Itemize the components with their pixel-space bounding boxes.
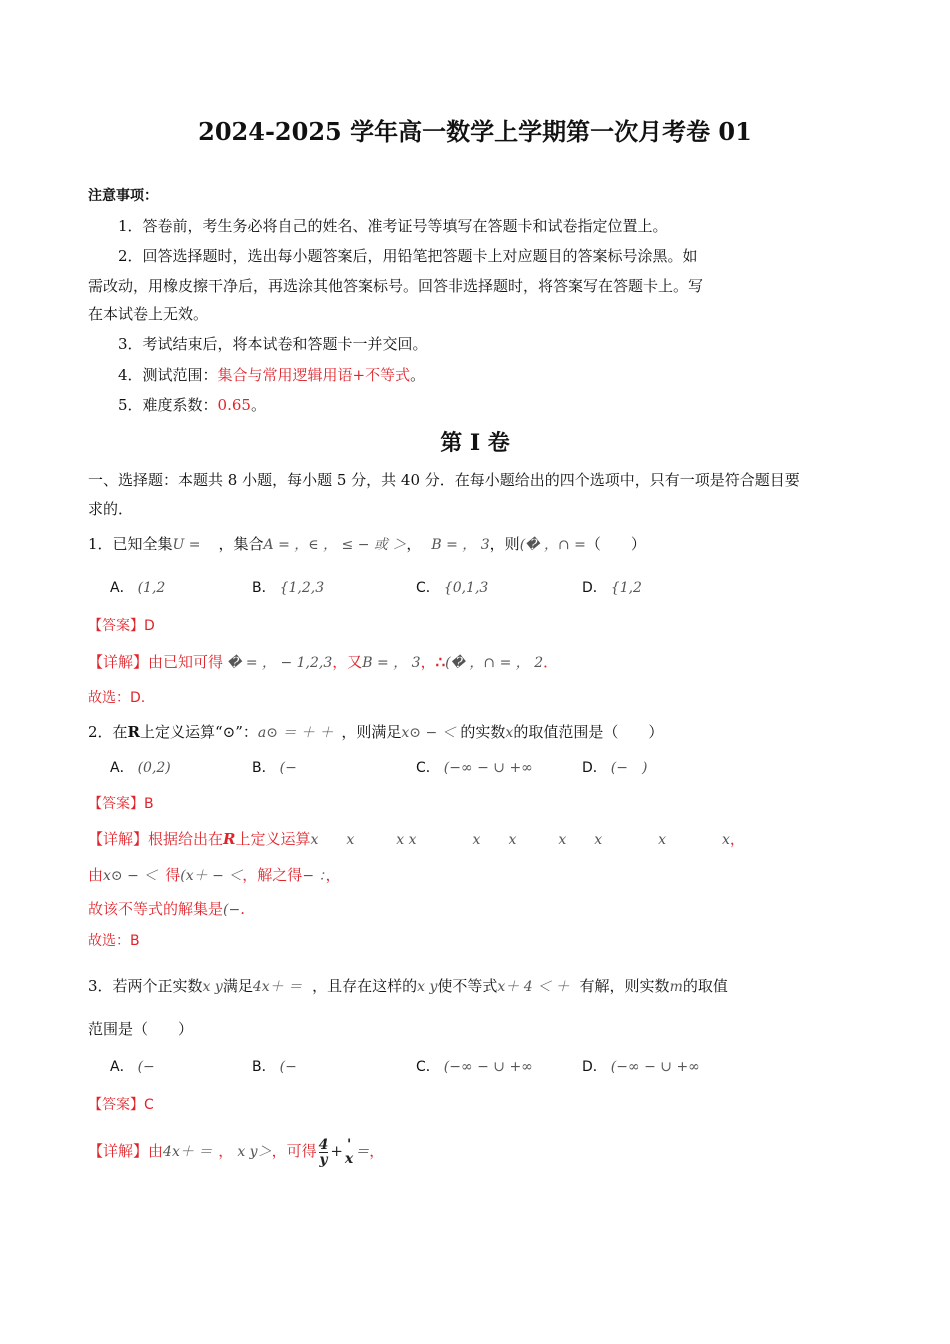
q2-option-a-value: (0,2): [137, 760, 171, 776]
q3-option-b[interactable]: [252, 1057, 297, 1077]
q2-option-b-label: B．: [252, 760, 276, 776]
section-title: 第 Ⅰ 卷: [440, 430, 510, 456]
q1-detail-a: 由已知可得: [148, 653, 224, 671]
note-5: [118, 395, 266, 415]
q2-answer-label: 【答案】: [88, 796, 144, 812]
q3-option-c-label: C．: [416, 1059, 440, 1075]
q1-formula-universal-set: U =: [172, 537, 201, 553]
q1-detail-formula-3: (� ，∩ = ， 2: [445, 655, 544, 671]
q2-option-c[interactable]: [416, 758, 533, 778]
note-2-line-1: 2．回答选择题时，选出每小题答案后，用铅笔把答题卡上对应题目的答案标号涂黑。如: [118, 247, 698, 265]
q3-fraction-2: [345, 1138, 353, 1166]
q1-detail-formula-2: B = ， 3: [362, 655, 421, 671]
q3-formula-xy-2: x y: [417, 979, 438, 995]
q3-option-b-label: B．: [252, 1059, 276, 1075]
q3-option-a[interactable]: [110, 1057, 155, 1077]
q1-answer-label: 【答案】: [88, 618, 144, 634]
q2-detail-c: ，: [729, 830, 745, 848]
q1-text-e: （ ）: [585, 535, 646, 553]
q2-text-a: 2．在: [88, 723, 128, 741]
q3-detail-label: 【详解】: [88, 1142, 149, 1160]
q2-formula-operation: a⊙ ＝ ＋ ＋: [257, 725, 334, 741]
q2-choose: 故选：B: [88, 933, 140, 949]
q2-line2-formula-3: − ：: [302, 868, 326, 884]
q2-option-d-label: D．: [582, 760, 607, 776]
q3-fraction-1-numerator: 4: [318, 1136, 329, 1153]
q1-option-b[interactable]: [252, 578, 324, 598]
q3-detail-c: ，可得: [271, 1142, 317, 1160]
note-1: 1．答卷前，考生务必将自己的姓名、准考证号等填写在答题卡和试卷指定位置上。: [118, 217, 668, 235]
q2-line2-c: ，解之得: [242, 866, 303, 884]
q3-option-d[interactable]: [582, 1057, 700, 1077]
q3-text-d: 使不等式: [437, 977, 498, 995]
q2-real-symbol: R: [127, 723, 141, 741]
q1-detail-b: ，又: [332, 653, 363, 671]
q1-text-a: 1．已知全集: [88, 535, 173, 553]
q1-answer: [88, 616, 155, 636]
q3-detail: [88, 1136, 384, 1167]
q3-detail-d: ，: [369, 1142, 385, 1160]
q3-detail-a: 由: [148, 1142, 164, 1160]
q2-option-d-value: (− ): [610, 760, 648, 776]
q3-text-f: 的取值: [682, 977, 728, 995]
q2-detail-line-2: [88, 865, 341, 886]
q3-text-e: 有解，则实数: [579, 977, 670, 995]
q2-line2-formula-2: (x＋ − ＜: [180, 868, 243, 884]
note-2-line-3: 在本试卷上无效。: [88, 305, 209, 323]
q2-line2-b: 得: [165, 866, 181, 884]
q3-answer: [88, 1095, 154, 1115]
q3-text-c: ，且存在这样的: [312, 977, 418, 995]
q2-text-b: 上定义运算“⊙”：: [140, 723, 258, 741]
q1-option-b-value: {1,2,3: [279, 580, 325, 596]
q2-line3-b: .: [240, 900, 245, 918]
q1-option-d-value: {1,2: [610, 580, 642, 596]
q2-option-c-value: (−∞ − ∪ +∞: [443, 760, 533, 776]
note-4: [118, 365, 425, 385]
q2-option-a[interactable]: [110, 758, 171, 778]
q1-option-b-label: B．: [252, 580, 276, 596]
q3-detail-formula-1: 4x＋ ＝: [163, 1144, 213, 1160]
q3-option-b-value: (−: [279, 1059, 297, 1075]
q1-option-a[interactable]: [110, 578, 165, 598]
q2-option-b[interactable]: [252, 758, 297, 778]
q3-option-a-label: A．: [110, 1059, 134, 1075]
q2-detail: [88, 829, 745, 850]
notes-heading: 注意事项：: [88, 188, 158, 204]
note-4-label: 4．测试范围：: [118, 366, 218, 384]
q3-option-d-value: (−∞ − ∪ +∞: [610, 1059, 700, 1075]
part1-instructions-line-2: 求的．: [88, 500, 134, 518]
q3-detail-formula-3: ＝: [355, 1144, 370, 1160]
question-3-line-2: 范围是（ ）: [88, 1020, 194, 1038]
q2-option-a-label: A．: [110, 760, 134, 776]
q2-detail-line-3: [88, 899, 245, 920]
q2-detail-real-symbol: R: [223, 830, 236, 848]
q2-option-d[interactable]: [582, 758, 647, 778]
q1-formula-set-b: B = ， 3: [431, 537, 490, 553]
q3-answer-label: 【答案】: [88, 1097, 144, 1113]
q1-option-d[interactable]: [582, 578, 642, 598]
question-3: [88, 976, 728, 997]
q3-option-a-value: (−: [137, 1059, 155, 1075]
q2-formula-inequality: x⊙ − ＜: [401, 725, 456, 741]
q2-detail-b: 上定义运算: [235, 830, 311, 848]
q1-answer-value: D: [144, 618, 155, 634]
q2-line2-d: ，: [325, 866, 341, 884]
q1-text-d: ，则: [489, 535, 520, 553]
q3-formula-condition: 4x＋ ＝: [252, 979, 303, 995]
q1-option-d-label: D．: [582, 580, 607, 596]
q2-formula-x: x: [505, 725, 514, 741]
test-scope: 集合与常用逻辑用语+不等式: [217, 366, 411, 384]
q1-option-a-value: (1,2: [137, 580, 166, 596]
q1-text-b: ，集合: [218, 535, 264, 553]
q2-line3-a: 故该不等式的解集是: [88, 900, 224, 918]
q3-fraction-2-denominator: x: [344, 1151, 354, 1167]
q3-formula-inequality: x＋ 4 ＜ ＋: [497, 979, 570, 995]
note-3: 3．考试结束后，将本试卷和答题卡一并交回。: [118, 335, 428, 353]
q2-option-c-label: C．: [416, 760, 440, 776]
q1-detail-therefore: ∴: [435, 653, 446, 671]
page-title: 2024-2025 学年高一数学上学期第一次月考卷 01: [198, 117, 752, 146]
q3-option-c-value: (−∞ − ∪ +∞: [443, 1059, 533, 1075]
q2-line3-formula: (−: [223, 902, 241, 918]
q3-fraction-plus: +: [330, 1142, 343, 1160]
q1-option-c-label: C．: [416, 580, 440, 596]
q2-line2-formula-1: x⊙ − ＜: [103, 868, 158, 884]
q2-text-c: ，则满足: [341, 723, 402, 741]
q3-fraction-1-denominator: y: [319, 1151, 328, 1168]
q1-formula-complement: (� ，∩ =: [519, 537, 586, 553]
q2-answer-value: B: [144, 796, 154, 812]
q3-detail-b: ，: [218, 1142, 234, 1160]
q1-detail-label: 【详解】: [88, 653, 149, 671]
q2-detail-label: 【详解】: [88, 830, 149, 848]
difficulty-value: 0.65: [217, 396, 251, 414]
note-5-label: 5．难度系数：: [118, 396, 218, 414]
q2-answer: [88, 794, 154, 814]
q1-option-a-label: A．: [110, 580, 134, 596]
q1-text-c: ，: [406, 535, 422, 553]
q3-answer-value: C: [144, 1097, 154, 1113]
part1-instructions-line-1: 一、选择题：本题共 8 小题，每小题 5 分，共 40 分．在每小题给出的四个选项中，只有一项是符合题目要: [88, 471, 800, 489]
q1-option-c-value: {0,1,3: [443, 580, 489, 596]
q1-detail: [88, 652, 558, 673]
q1-detail-formula-1: � = ， − 1,2,3: [227, 655, 333, 671]
q2-detail-a: 根据给出在: [148, 830, 224, 848]
q3-option-c[interactable]: [416, 1057, 533, 1077]
q1-detail-e: ．: [543, 653, 559, 671]
q1-option-c[interactable]: [416, 578, 488, 598]
question-2: [88, 722, 663, 743]
q3-text-a: 3．若两个正实数: [88, 977, 203, 995]
q3-formula-xy: x y: [202, 979, 223, 995]
note-4-end: 。: [410, 366, 426, 384]
q2-text-e: 的取值范围是（ ）: [513, 723, 664, 741]
q1-choose: 故选：D.: [88, 690, 146, 706]
q2-detail-formula-1: x x x x x x x x x x: [310, 832, 730, 848]
q3-formula-m: m: [669, 979, 683, 995]
q3-fraction-2-numerator: ': [346, 1137, 352, 1153]
q3-text-b: 满足: [222, 977, 253, 995]
q2-line2-a: 由: [88, 866, 104, 884]
q2-option-b-value: (−: [279, 760, 297, 776]
question-1: [88, 534, 646, 555]
note-2-line-2: 需改动，用橡皮擦干净后，再选涂其他答案标号。回答非选择题时，将答案写在答题卡上。写: [88, 277, 704, 295]
note-5-end: 。: [250, 396, 266, 414]
q3-option-d-label: D．: [582, 1059, 607, 1075]
q1-detail-c: ，: [420, 653, 436, 671]
q3-fraction-1: [319, 1138, 329, 1167]
q3-detail-formula-2: x y＞: [237, 1144, 272, 1160]
q1-formula-set-a: A = ，∈ ， ≤ − 或 ＞: [263, 537, 407, 553]
q2-text-d: 的实数: [455, 723, 506, 741]
